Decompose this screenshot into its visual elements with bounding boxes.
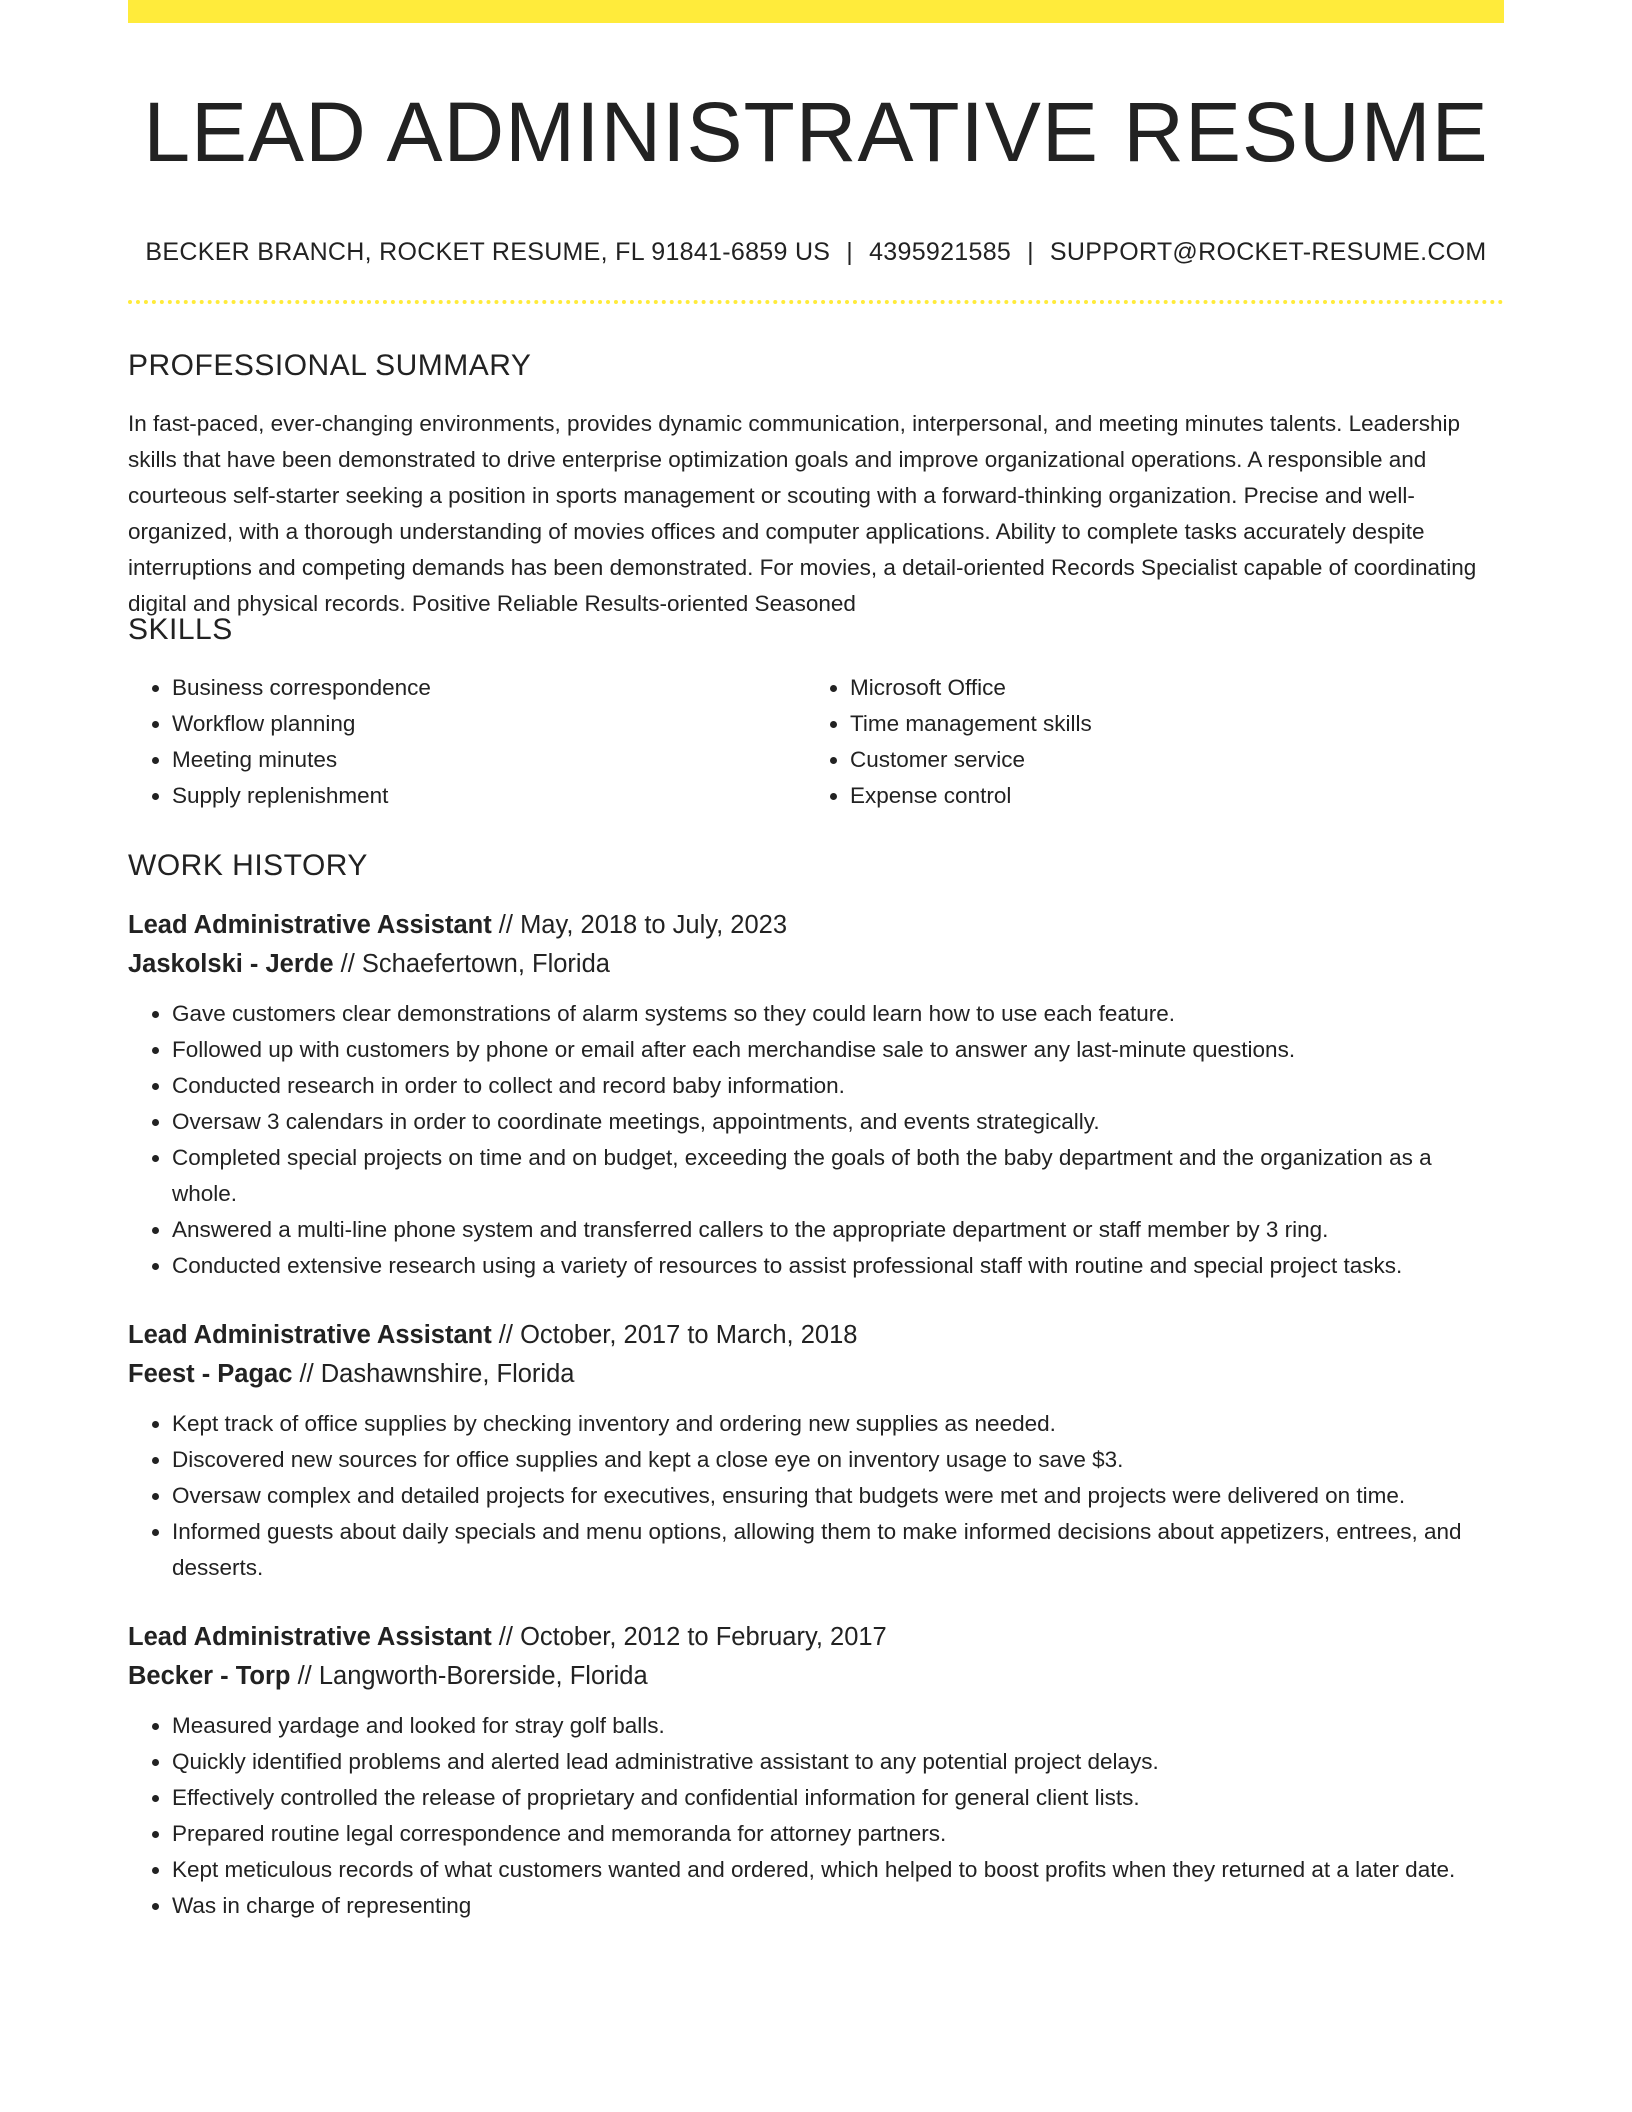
- job-dates: October, 2012 to February, 2017: [520, 1623, 887, 1651]
- job-duty: • Quickly identified problems and alerted lead administrative assistant to any potential project delays.: [172, 1744, 1504, 1780]
- job-delimiter: //: [292, 1360, 321, 1388]
- skills-list: [128, 670, 1504, 814]
- contact-phone: 4395921585: [869, 238, 1012, 266]
- job-title: Lead Administrative Assistant: [128, 1623, 492, 1651]
- job-duty: • Oversaw complex and detailed projects for executives, ensuring that budgets were met and projects were delivered on time.: [172, 1478, 1504, 1514]
- job-title-line: [128, 1316, 1504, 1355]
- job-duty: • Answered a multi-line phone system and transferred callers to the appropriate department or staff member by 3 ring.: [172, 1212, 1504, 1248]
- contact-separator: |: [1027, 238, 1034, 266]
- resume-title: LEAD ADMINISTRATIVE RESUME: [143, 85, 1489, 179]
- skills-heading: SKILLS: [128, 613, 233, 646]
- job-title: Lead Administrative Assistant: [128, 1321, 492, 1349]
- job-entry: [128, 906, 1504, 1284]
- job-title: Lead Administrative Assistant: [128, 911, 492, 939]
- job-delimiter: //: [290, 1662, 319, 1690]
- job-duty: • Informed guests about daily specials and menu options, allowing them to make informed decisions about appetizers, entrees, and desserts.: [172, 1514, 1504, 1586]
- job-entry: [128, 1618, 1504, 1924]
- contact-separator: |: [846, 238, 854, 266]
- skill-item: • Expense control: [850, 778, 1484, 814]
- job-location: Schaefertown, Florida: [361, 950, 610, 978]
- contact-email: SUPPORT@ROCKET-RESUME.COM: [1049, 238, 1487, 266]
- skill-item: • Time management skills: [850, 706, 1484, 742]
- job-duty: • Effectively controlled the release of proprietary and confidential information for general client lists.: [172, 1780, 1504, 1816]
- resume-content: [128, 0, 1504, 1924]
- job-delimiter: //: [333, 950, 362, 978]
- header-divider: [128, 300, 1504, 304]
- job-duty: • Completed special projects on time and on budget, exceeding the goals of both the baby department and the organization as a whole.: [172, 1140, 1504, 1212]
- skill-item: • Microsoft Office: [850, 670, 1484, 706]
- job-duty: • Conducted research in order to collect and record baby information.: [172, 1068, 1504, 1104]
- skills-column-left: [128, 670, 806, 814]
- job-duty: • Was in charge of representing: [172, 1888, 1504, 1924]
- job-duty: • Oversaw 3 calendars in order to coordinate meetings, appointments, and events strategically.: [172, 1104, 1504, 1140]
- job-delimiter: //: [491, 1623, 521, 1651]
- job-dates: October, 2017 to March, 2018: [520, 1321, 858, 1349]
- job-duty: • Measured yardage and looked for stray golf balls.: [172, 1708, 1504, 1744]
- job-company-line: [128, 1355, 1504, 1394]
- job-duty: • Gave customers clear demonstrations of alarm systems so they could learn how to use each feature.: [172, 996, 1504, 1032]
- skill-item: • Workflow planning: [172, 706, 806, 742]
- job-delimiter: //: [491, 1321, 521, 1349]
- job-duties: [128, 996, 1504, 1284]
- job-duties: [128, 1406, 1504, 1586]
- job-title-line: [128, 906, 1504, 945]
- job-location: Dashawnshire, Florida: [320, 1360, 575, 1388]
- skill-item: • Supply replenishment: [172, 778, 806, 814]
- job-company: Feest - Pagac: [128, 1360, 293, 1388]
- skill-item: • Customer service: [850, 742, 1484, 778]
- summary-heading: PROFESSIONAL SUMMARY: [128, 349, 532, 382]
- job-delimiter: //: [491, 911, 521, 939]
- job-duty: • Followed up with customers by phone or email after each merchandise sale to answer any last-minute questions.: [172, 1032, 1504, 1068]
- work-history-heading: WORK HISTORY: [128, 849, 368, 882]
- skill-item: • Business correspondence: [172, 670, 806, 706]
- job-company-line: [128, 945, 1504, 984]
- job-company: Jaskolski - Jerde: [128, 950, 334, 978]
- summary-text: In fast-paced, ever-changing environments, provides dynamic communication, interpersonal, and meeting minutes talents. Leadership skills that have been demonstrated to drive enterprise optimization goals and improve organizational operations. A responsible and courteous self-starter seeking a position in sports management or scouting with a forward-thinking organization. Precise and well-organized, with a thorough understanding of movies offices and computer applications. Ability to complete tasks accurately despite interruptions and competing demands has been demonstrated. For movies, a detail-oriented Records Specialist capable of coordinating digital and physical records. Positive Reliable Results-oriented Seasoned: [128, 411, 1477, 616]
- job-company: Becker - Torp: [128, 1662, 291, 1690]
- skill-item: • Meeting minutes: [172, 742, 806, 778]
- job-entry: [128, 1316, 1504, 1586]
- job-duty: • Discovered new sources for office supplies and kept a close eye on inventory usage to save $3.: [172, 1442, 1504, 1478]
- skills-column-right: [806, 670, 1484, 814]
- contact-line: [128, 236, 1504, 268]
- job-company-line: [128, 1657, 1504, 1696]
- job-duty: • Conducted extensive research using a variety of resources to assist professional staff with routine and special project tasks.: [172, 1248, 1504, 1284]
- job-duty: • Prepared routine legal correspondence and memoranda for attorney partners.: [172, 1816, 1504, 1852]
- job-title-line: [128, 1618, 1504, 1657]
- contact-address: BECKER BRANCH, ROCKET RESUME, FL 91841-6859 US: [145, 238, 831, 266]
- job-duty: • Kept meticulous records of what customers wanted and ordered, which helped to boost profits when they returned at a later date.: [172, 1852, 1504, 1888]
- job-dates: May, 2018 to July, 2023: [520, 911, 788, 939]
- job-duty: • Kept track of office supplies by checking inventory and ordering new supplies as needed.: [172, 1406, 1504, 1442]
- job-location: Langworth-Borerside, Florida: [318, 1662, 648, 1690]
- job-duties: [128, 1708, 1504, 1924]
